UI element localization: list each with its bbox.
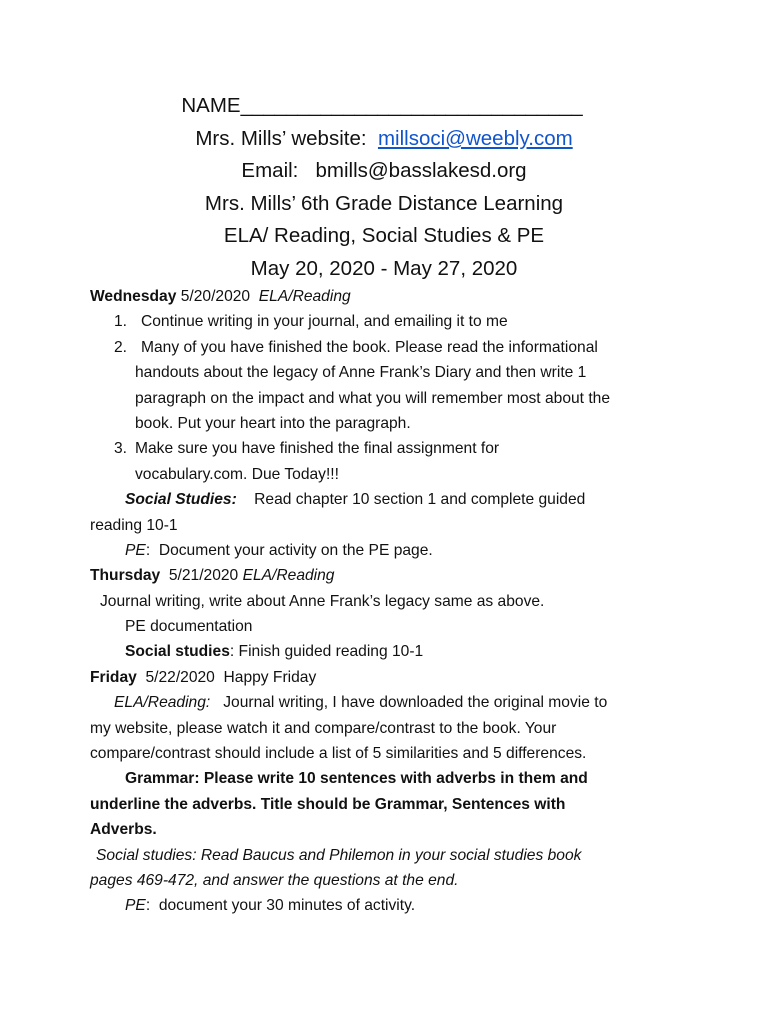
social-studies-line: [90, 487, 690, 512]
pe-text: Document your activity on the PE page.: [158, 541, 433, 559]
day-note: Happy Friday: [223, 668, 317, 686]
day-date: 5/20/2020: [180, 288, 251, 305]
social-studies-label: Social studies: [125, 643, 230, 661]
website-line: [0, 123, 768, 156]
pe-text: document your 30 minutes of activity.: [158, 897, 416, 915]
ela-reading-continuation: my website, please watch it and compare/contrast to the book. Your: [90, 719, 557, 737]
social-studies-continuation: pages 469-472, and answer the questions at the end.: [90, 871, 459, 889]
website-link[interactable]: millsoci@weebly.com: [377, 126, 573, 150]
grammar-line: Grammar: Please write 10 sentences with adverbs in them and: [125, 770, 588, 788]
pe-label: PE: [125, 541, 146, 559]
list-item-continuation: vocabulary.com. Due Today!!!: [135, 465, 339, 483]
grammar-continuation: Adverbs.: [90, 821, 157, 839]
list-item-continuation: paragraph on the impact and what you will remember most about the: [135, 389, 611, 407]
pe-documentation-line: PE documentation: [125, 618, 253, 636]
social-studies-label: Social Studies:: [125, 491, 237, 509]
list-number: 3.: [114, 440, 128, 458]
list-item: [90, 436, 690, 461]
ela-reading-label: ELA/Reading:: [114, 694, 211, 712]
website-label: Mrs. Mills’ website:: [195, 126, 367, 150]
grammar-continuation: underline the adverbs. Title should be Grammar, Sentences with: [90, 795, 566, 813]
name-field-label: NAME______________________________: [181, 94, 583, 117]
ela-reading-continuation: compare/contrast should include a list of 5 similarities and 5 differences.: [90, 745, 587, 763]
day-subject: ELA/Reading: [258, 288, 351, 305]
thursday-heading: [90, 563, 690, 588]
pe-line: PE: document your 30 minutes of activity.: [125, 897, 416, 915]
day-date: 5/22/2020: [145, 668, 215, 686]
day-label: Thursday: [90, 567, 161, 585]
list-item-text: Continue writing in your journal, and emailing it to me: [141, 313, 508, 331]
social-studies-line: [90, 639, 690, 664]
list-item: [90, 335, 690, 360]
day-subject: ELA/Reading: [242, 567, 335, 585]
document-header: [0, 90, 768, 286]
wednesday-heading: [90, 284, 690, 309]
email-value: bmills@basslakesd.org: [315, 159, 527, 183]
email-label: Email:: [241, 159, 299, 183]
list-item: [90, 309, 690, 334]
ela-reading-line: [90, 690, 690, 715]
list-item-continuation: handouts about the legacy of Anne Frank’s Diary and then write 1: [135, 364, 587, 382]
list-item-text: Make sure you have finished the final assignment for: [135, 440, 500, 458]
social-studies-line: Social studies: Read Baucus and Philemon in your social studies book: [96, 846, 582, 864]
social-studies-text: Read chapter 10 section 1 and complete guided: [254, 491, 586, 509]
social-studies-continuation: reading 10-1: [90, 516, 178, 534]
day-label: Wednesday: [90, 288, 177, 305]
list-number: 1.: [114, 313, 128, 331]
social-studies-text: : Finish guided reading 10-1: [229, 643, 424, 661]
pe-line: PE: Document your activity on the PE page.: [125, 541, 433, 559]
list-number: 2.: [114, 338, 128, 356]
day-label: Friday: [90, 668, 137, 686]
day-date: 5/21/2020: [168, 567, 239, 585]
journal-line: Journal writing, write about Anne Frank’s legacy same as above.: [100, 592, 545, 610]
friday-heading: [90, 665, 690, 690]
date-range: May 20, 2020 - May 27, 2020: [250, 256, 518, 280]
list-item-text: Many of you have finished the book. Please read the informational: [141, 338, 598, 356]
assignment-body: [90, 284, 690, 919]
subjects-line: ELA/ Reading, Social Studies & PE: [223, 224, 545, 248]
document-title: Mrs. Mills’ 6th Grade Distance Learning: [204, 191, 564, 215]
list-item-continuation: book. Put your heart into the paragraph.: [135, 414, 411, 432]
email-line: [0, 155, 768, 188]
ela-reading-text: Journal writing, I have downloaded the original movie to: [223, 694, 608, 712]
pe-label: PE: [125, 897, 146, 915]
